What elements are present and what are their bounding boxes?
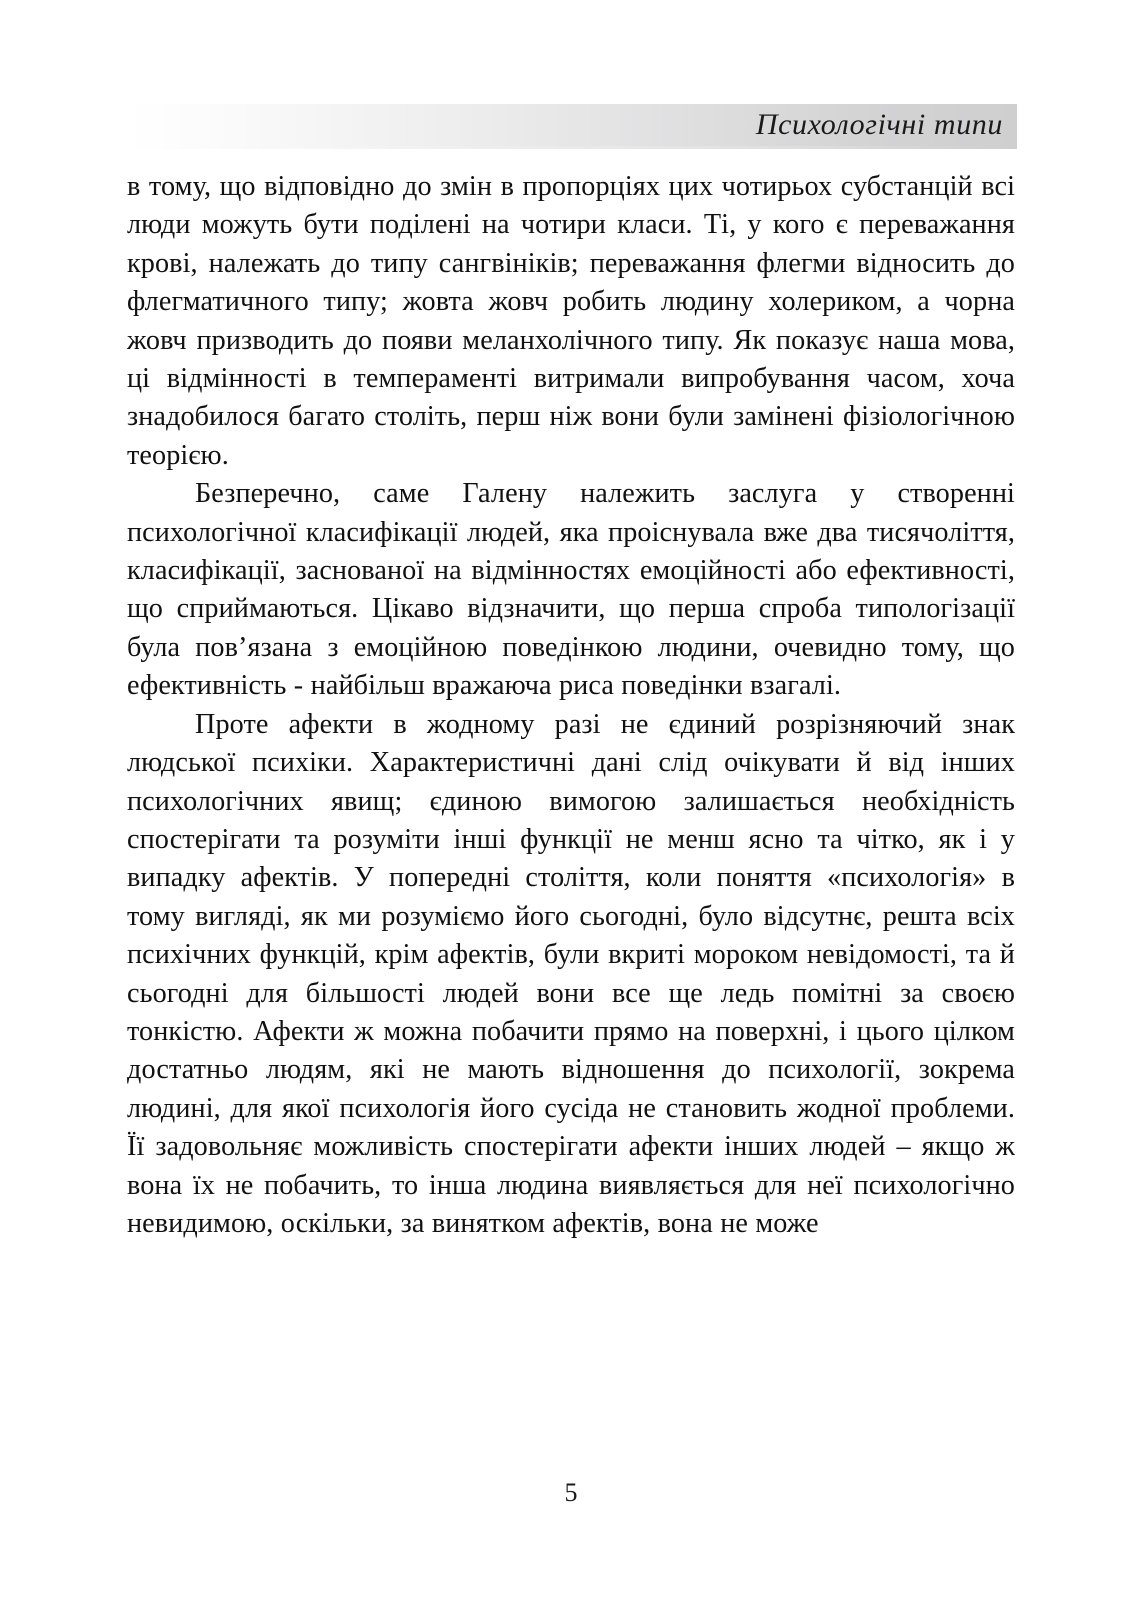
- paragraph-1: в тому, що відповідно до змін в пропорціях цих чотирьох субстанцій всі люди можуть бути поділені на чотири класи. Ті, у кого є переважання крові, належать до типу сангвініків; переважання флегми відносить до флегматичного типу; жовта жовч робить людину холериком, а чорна жовч призводить до появи меланхолічного типу. Як показує наша мова, ці відмінності в темпераменті витримали випробування часом, хоча знадобилося багато століть, перш ніж вони були замінені фізіологічною теорією.: [127, 171, 1015, 471]
- running-header-title: Психологічні типи: [755, 108, 1003, 141]
- running-header: [128, 104, 1017, 146]
- paragraph-3: Проте афекти в жодному разі не єдиний розрізняючий знак людської психіки. Характеристичні дані слід очікувати й від інших психологічних явищ; єдиною вимогою залишається необхідність спостерігати та розуміти інші функції не менш ясно та чітко, як і у випадку афектів. У попередні століття, коли поняття «психологія» в тому вигляді, як ми розуміємо його сьогодні, було відсутнє, решта всіх психічних функцій, крім афектів, були вкриті мороком невідомості, та й сьогодні для більшості людей вони все ще ледь помітні за своєю тонкістю. Афекти ж можна побачити прямо на поверхні, і цього цілком достатньо людям, які не мають відношення до психології, зокрема людині, для якої психологія його сусіда не становить жодної проблеми. Її задовольняє можливість спостерігати афекти інших людей – якщо ж вона їх не побачить, то інша людина виявляється для неї психологічно невидимою, оскільки, за винятком афектів, вона не може: [127, 708, 1015, 1239]
- body-text-column: [127, 168, 1015, 1243]
- paragraph-2: Безперечно, саме Галену належить заслуга у створенні психологічної класифікації людей, яка проіснувала вже два тисячоліття, класифікації, заснованої на відмінностях емоційності або ефективності, що сприймаються. Цікаво відзначити, що перша спроба типологізації була пов’язана з емоційною поведінкою людини, очевидно тому, що ефективність - найбільш вражаюча риса поведінки взагалі.: [127, 478, 1015, 702]
- page-number: 5: [564, 1478, 578, 1507]
